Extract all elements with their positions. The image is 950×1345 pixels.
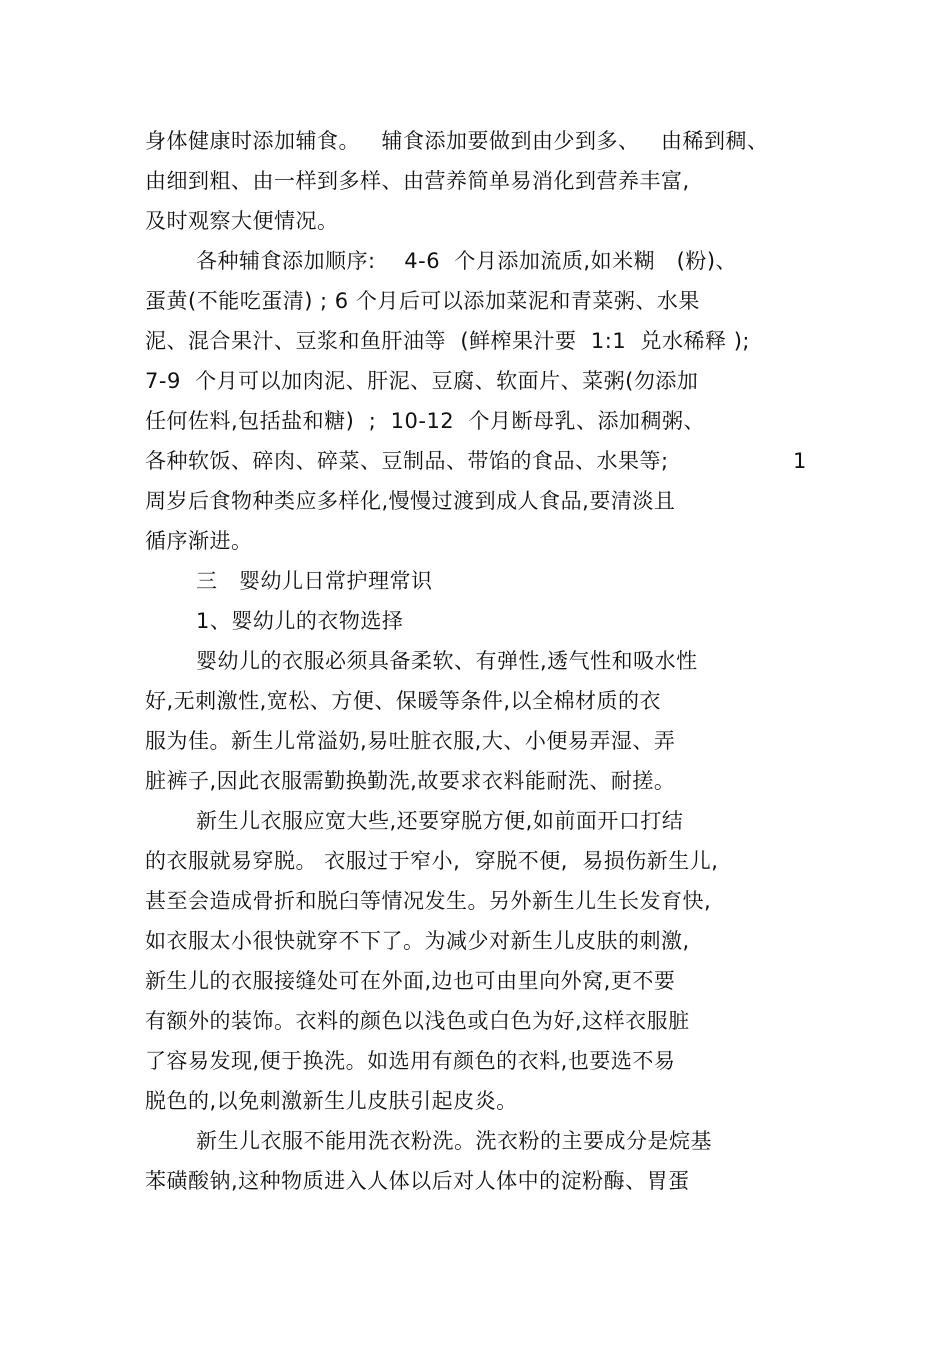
text-line: 脏裤子,因此衣服需勤换勤洗,故要求衣料能耐洗、耐搓。 <box>145 769 676 793</box>
text-line: 各种软饭、碎肉、碎菜、豆制品、带馅的食品、水果等; <box>145 449 669 473</box>
text-line: 蛋黄(不能吃蛋清) ; 6 个月后可以添加菜泥和青菜粥、水果 <box>145 289 700 313</box>
text-line: 及时观察大便情况。 <box>145 209 339 233</box>
text-line: 循序渐进。 <box>145 529 253 553</box>
text-line: 身体健康时添加辅食。 辅食添加要做到由少到多、 由稀到稠、 <box>145 129 769 153</box>
text-line: 了容易发现,便于换洗。如选用有颜色的衣料,也要选不易 <box>145 1049 676 1073</box>
subsection-heading: 1、婴幼儿的衣物选择 <box>196 609 404 633</box>
text-line: 有额外的装饰。衣料的颜色以浅色或白色为好,这样衣服脏 <box>145 1009 690 1033</box>
text-line: 任何佐料,包括盐和糖) ; 10-12 个月断母乳、添加稠粥、 <box>145 409 706 433</box>
text-line: 新生儿的衣服接缝处可在外面,边也可由里向外窝,更不要 <box>145 969 676 993</box>
section-heading: 三 婴幼儿日常护理常识 <box>196 569 433 593</box>
text-line: 苯磺酸钠,这种物质进入人体以后对人体中的淀粉酶、胃蛋 <box>145 1169 690 1193</box>
text-line: 好,无刺激性,宽松、方便、保暖等条件,以全棉材质的衣 <box>145 689 662 713</box>
text-line: 脱色的,以免刺激新生儿皮肤引起皮炎。 <box>145 1089 518 1113</box>
text-line: 7-9 个月可以加肉泥、肝泥、豆腐、软面片、菜粥(勿添加 <box>145 369 699 393</box>
paragraph-start-line: 新生儿衣服不能用洗衣粉洗。洗衣粉的主要成分是烷基 <box>196 1129 712 1153</box>
text-line: 的衣服就易穿脱。 衣服过于窄小, 穿脱不便, 易损伤新生儿, <box>145 849 719 873</box>
paragraph-start-line: 各种辅食添加顺序: 4-6 个月添加流质,如米糊 (粉)、 <box>196 249 738 273</box>
text-line: 服为佳。新生儿常溢奶,易吐脏衣服,大、小便易弄湿、弄 <box>145 729 676 753</box>
line-end-number: 1 <box>793 449 807 473</box>
paragraph-start-line: 婴幼儿的衣服必须具备柔软、有弹性,透气性和吸水性 <box>196 649 698 673</box>
text-line: 如衣服太小很快就穿不下了。为减少对新生儿皮肤的刺激, <box>145 929 690 953</box>
text-line: 甚至会造成骨折和脱臼等情况发生。另外新生儿生长发育快, <box>145 889 712 913</box>
text-line: 泥、混合果汁、豆浆和鱼肝油等 (鲜榨果汁要 1:1 兑水稀释 ); <box>145 329 750 353</box>
text-line: 由细到粗、由一样到多样、由营养简单易消化到营养丰富, <box>145 169 690 193</box>
paragraph-start-line: 新生儿衣服应宽大些,还要穿脱方便,如前面开口打结 <box>196 809 684 833</box>
text-line: 周岁后食物种类应多样化,慢慢过渡到成人食品,要清淡且 <box>145 489 676 513</box>
